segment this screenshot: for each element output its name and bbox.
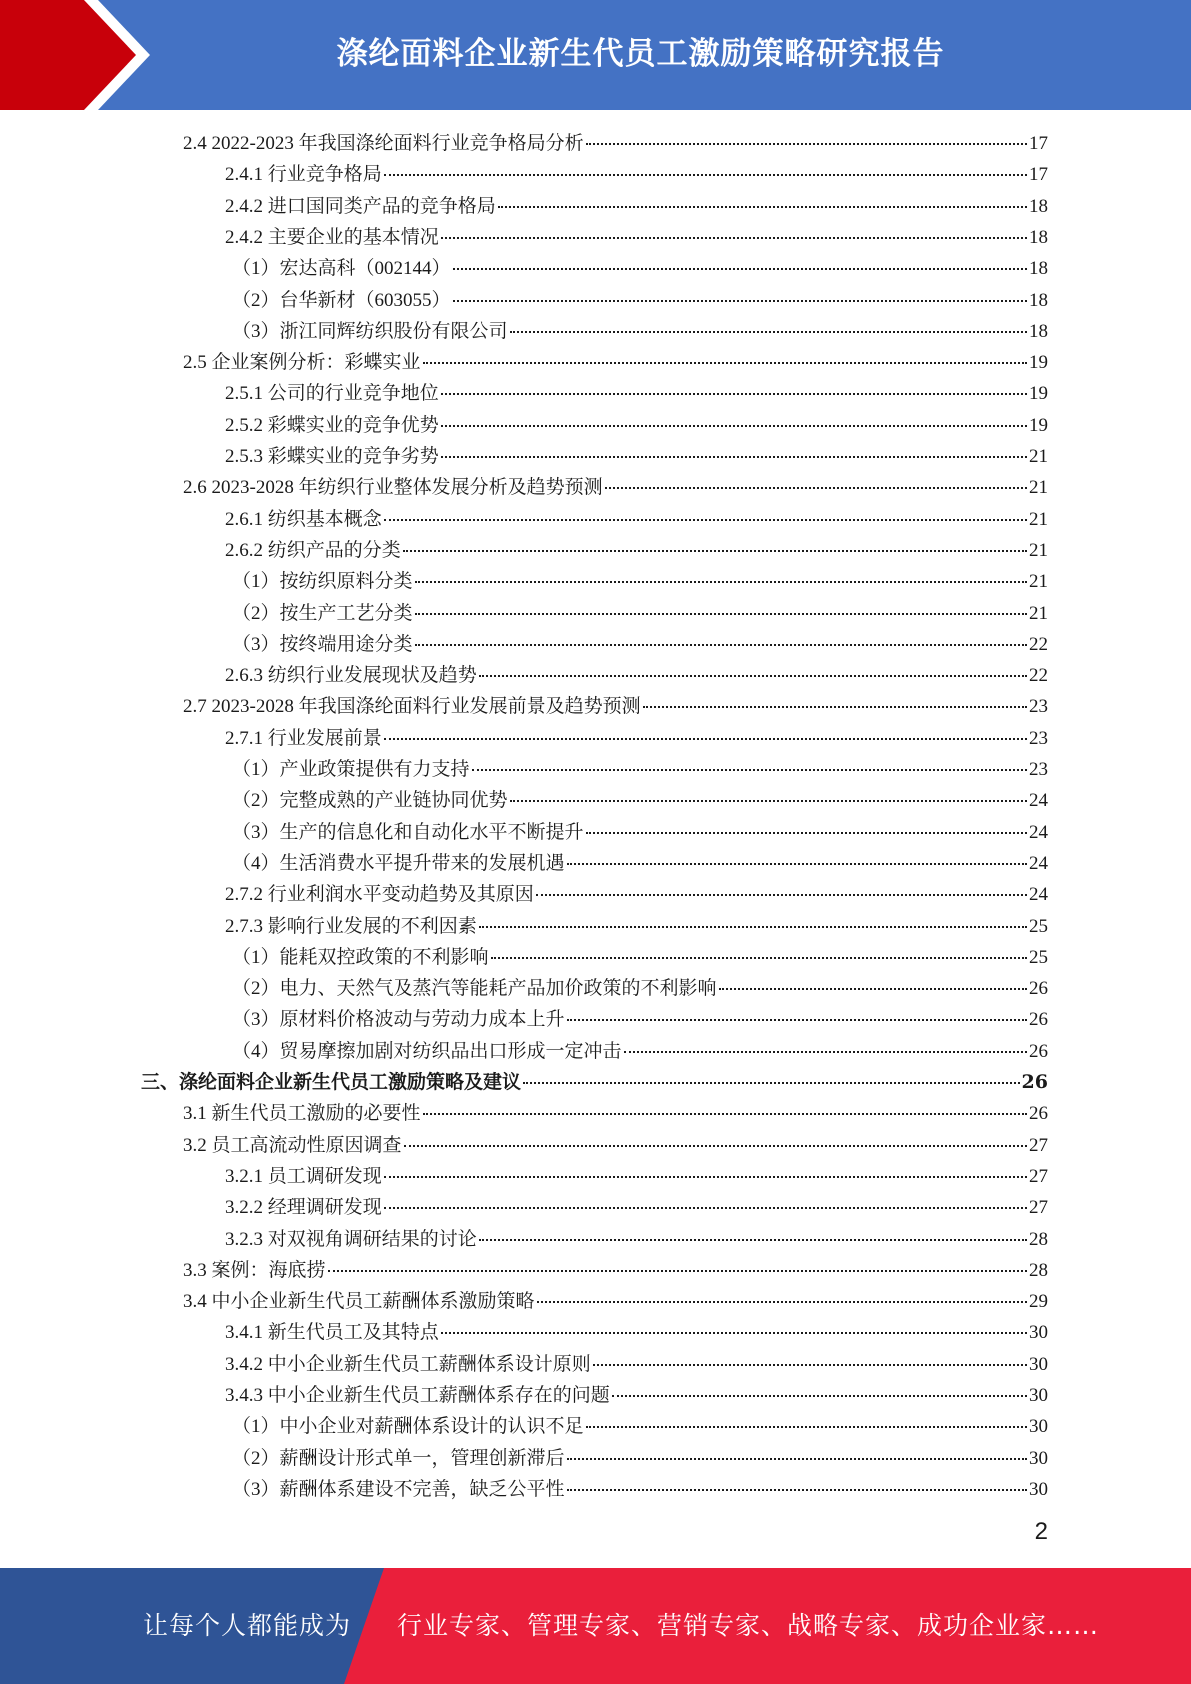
header-arrow-red (0, 0, 136, 110)
toc-entry[interactable] (225, 1224, 1048, 1255)
toc-entry[interactable] (225, 159, 1048, 190)
toc-dot-leader (384, 1176, 1027, 1178)
toc-entry[interactable] (183, 1098, 1048, 1129)
toc-entry-page: 18 (1029, 227, 1048, 248)
toc-dot-leader (567, 1489, 1027, 1491)
toc-entry[interactable] (225, 222, 1048, 253)
toc-entry[interactable] (183, 128, 1048, 159)
toc-entry[interactable] (232, 1036, 1048, 1067)
toc-entry[interactable] (183, 1130, 1048, 1161)
toc-entry[interactable] (232, 785, 1048, 816)
toc-dot-leader (441, 425, 1027, 427)
toc-dot-leader (415, 644, 1027, 646)
toc-entry[interactable] (232, 973, 1048, 1004)
toc-dot-leader (491, 957, 1027, 959)
toc-entry[interactable] (183, 691, 1048, 722)
header-arrow-decoration (0, 0, 160, 110)
toc-entry-page: 26 (1021, 1071, 1048, 1093)
toc-entry-title: 2.4.1 行业竞争格局 (225, 164, 382, 185)
toc-entry[interactable] (232, 253, 1048, 284)
toc-entry[interactable] (225, 378, 1048, 409)
toc-entry-page: 26 (1029, 978, 1048, 999)
toc-entry-page: 18 (1029, 321, 1048, 342)
footer-slogan: 让每个人都能成为 (143, 1611, 352, 1640)
toc-dot-leader (479, 675, 1027, 677)
toc-dot-leader (384, 1207, 1027, 1209)
toc-entry-title: （3）按终端用途分类 (232, 634, 413, 655)
toc-entry[interactable] (225, 535, 1048, 566)
toc-entry-title: 3.4.1 新生代员工及其特点 (225, 1322, 439, 1343)
toc-entry-page: 30 (1029, 1416, 1048, 1437)
toc-entry-title: 3.3 案例：海底捞 (183, 1260, 326, 1281)
toc-entry[interactable] (225, 504, 1048, 535)
toc-entry[interactable] (232, 566, 1048, 597)
toc-entry-title: 2.6.3 纺织行业发展现状及趋势 (225, 665, 477, 686)
toc-entry-title: 2.4.2 进口国同类产品的竞争格局 (225, 196, 496, 217)
toc-dot-leader (498, 206, 1027, 208)
toc-dot-leader (415, 581, 1027, 583)
toc-entry-page: 30 (1029, 1354, 1048, 1375)
toc-entry-title: 2.5 企业案例分析：彩蝶实业 (183, 352, 421, 373)
toc-entry-page: 23 (1029, 759, 1048, 780)
toc-dot-leader (537, 1301, 1027, 1303)
toc-entry-title: 3.4.3 中小企业新生代员工薪酬体系存在的问题 (225, 1385, 610, 1406)
toc-entry[interactable] (232, 754, 1048, 785)
toc-dot-leader (423, 1113, 1027, 1115)
toc-dot-leader (593, 1364, 1027, 1366)
toc-dot-leader (567, 863, 1027, 865)
toc-entry-page: 25 (1029, 947, 1048, 968)
toc-dot-leader (643, 706, 1027, 708)
toc-entry-title: （2）完整成熟的产业链协同优势 (232, 790, 508, 811)
toc-dot-leader (567, 1019, 1027, 1021)
toc-entry-title: 2.6.2 纺织产品的分类 (225, 540, 401, 561)
toc-entry[interactable] (225, 1349, 1048, 1380)
toc-entry-page: 23 (1029, 696, 1048, 717)
toc-entry-page: 19 (1029, 383, 1048, 404)
toc-entry[interactable] (225, 410, 1048, 441)
toc-entry-page: 24 (1029, 790, 1048, 811)
toc-entry[interactable] (232, 1004, 1048, 1035)
page-number: 2 (1034, 1518, 1048, 1545)
toc-dot-leader (586, 832, 1027, 834)
toc-entry-page: 19 (1029, 415, 1048, 436)
toc-entry-title: （3）薪酬体系建设不完善，缺乏公平性 (232, 1479, 565, 1500)
toc-entry[interactable] (225, 879, 1048, 910)
toc-entry-title: 2.4 2022-2023 年我国涤纶面料行业竞争格局分析 (183, 133, 584, 154)
toc-entry[interactable] (225, 1317, 1048, 1348)
toc-entry-page: 26 (1029, 1103, 1048, 1124)
toc-entry-title: （4）贸易摩擦加剧对纺织品出口形成一定冲击 (232, 1041, 622, 1062)
toc-chapter-entry[interactable] (141, 1067, 1048, 1098)
toc-entry-title: （2）台华新材（603055） (232, 290, 451, 311)
toc-entry[interactable] (225, 1161, 1048, 1192)
toc-entry-page: 29 (1029, 1291, 1048, 1312)
page-header (0, 0, 1191, 110)
toc-entry-page: 18 (1029, 196, 1048, 217)
toc-dot-leader (624, 1051, 1027, 1053)
toc-entry-title: 3.1 新生代员工激励的必要性 (183, 1103, 421, 1124)
toc-dot-leader (479, 1239, 1027, 1241)
toc-dot-leader (453, 300, 1027, 302)
toc-entry-title: （3）原材料价格波动与劳动力成本上升 (232, 1009, 565, 1030)
toc-entry-page: 26 (1029, 1009, 1048, 1030)
toc-entry-page: 27 (1029, 1135, 1048, 1156)
toc-entry-title: 2.7 2023-2028 年我国涤纶面料行业发展前景及趋势预测 (183, 696, 641, 717)
toc-entry-title: 2.7.1 行业发展前景 (225, 728, 382, 749)
toc-dot-leader (536, 894, 1027, 896)
toc-dot-leader (472, 769, 1027, 771)
toc-dot-leader (719, 988, 1027, 990)
toc-entry-page: 21 (1029, 540, 1048, 561)
toc-entry-page: 30 (1029, 1479, 1048, 1500)
toc-entry[interactable] (225, 1380, 1048, 1411)
toc-entry-page: 21 (1029, 446, 1048, 467)
toc-entry-page: 22 (1029, 665, 1048, 686)
toc-dot-leader (612, 1395, 1027, 1397)
toc-entry-title: （4）生活消费水平提升带来的发展机遇 (232, 853, 565, 874)
toc-entry[interactable] (232, 848, 1048, 879)
toc-entry-title: 2.5.1 公司的行业竞争地位 (225, 383, 439, 404)
toc-entry-title: （2）按生产工艺分类 (232, 603, 413, 624)
toc-entry-title: （1）按纺织原料分类 (232, 571, 413, 592)
toc-dot-leader (384, 738, 1027, 740)
toc-entry-title: 2.5.2 彩蝶实业的竞争优势 (225, 415, 439, 436)
toc-entry-title: 3.2.3 对双视角调研结果的讨论 (225, 1229, 477, 1250)
toc-dot-leader (328, 1270, 1027, 1272)
toc-entry[interactable] (225, 723, 1048, 754)
toc-entry-page: 18 (1029, 258, 1048, 279)
toc-dot-leader (423, 362, 1027, 364)
toc-entry-title: 2.6.1 纺织基本概念 (225, 509, 382, 530)
toc-entry[interactable] (225, 660, 1048, 691)
toc-entry-page: 28 (1029, 1229, 1048, 1250)
page-footer (0, 1568, 1191, 1684)
toc-dot-leader (384, 174, 1027, 176)
toc-entry[interactable] (183, 1286, 1048, 1317)
toc-entry-page: 21 (1029, 571, 1048, 592)
toc-entry[interactable] (232, 1411, 1048, 1442)
toc-entry-page: 30 (1029, 1448, 1048, 1469)
toc-dot-leader (384, 519, 1027, 521)
toc-dot-leader (479, 926, 1027, 928)
toc-dot-leader (510, 331, 1027, 333)
toc-entry-page: 24 (1029, 822, 1048, 843)
toc-entry-title: （1）宏达高科（002144） (232, 258, 451, 279)
toc-entry-title: 2.7.3 影响行业发展的不利因素 (225, 916, 477, 937)
toc-entry-title: 3.2 员工高流动性原因调查 (183, 1135, 402, 1156)
toc-entry-page: 17 (1029, 133, 1048, 154)
toc-entry-title: （2）电力、天然气及蒸汽等能耗产品加价政策的不利影响 (232, 978, 717, 999)
toc-dot-leader (523, 1082, 1020, 1084)
toc-entry[interactable] (232, 316, 1048, 347)
toc-entry-title: （1）产业政策提供有力支持 (232, 759, 470, 780)
toc-entry-page: 26 (1029, 1041, 1048, 1062)
footer-roles: 行业专家、管理专家、营销专家、战略专家、成功企业家…… (397, 1611, 1100, 1640)
toc-entry[interactable] (232, 1443, 1048, 1474)
toc-entry-title: 3.4 中小企业新生代员工薪酬体系激励策略 (183, 1291, 535, 1312)
toc-entry-title: （2）薪酬设计形式单一，管理创新滞后 (232, 1448, 565, 1469)
toc-entry-title: 2.5.3 彩蝶实业的竞争劣势 (225, 446, 439, 467)
toc-entry[interactable] (183, 472, 1048, 503)
report-title: 涤纶面料企业新生代员工激励策略研究报告 (336, 35, 945, 72)
toc-entry-title: 2.4.2 主要企业的基本情况 (225, 227, 439, 248)
toc-entry-page: 27 (1029, 1166, 1048, 1187)
toc-entry[interactable] (225, 1192, 1048, 1223)
toc-entry-page: 17 (1029, 164, 1048, 185)
toc-entry-page: 18 (1029, 290, 1048, 311)
toc-entry-title: 2.7.2 行业利润水平变动趋势及其原因 (225, 884, 534, 905)
toc-dot-leader (586, 143, 1027, 145)
toc-entry-title: 3.2.2 经理调研发现 (225, 1197, 382, 1218)
toc-entry-title: （3）生产的信息化和自动化水平不断提升 (232, 822, 584, 843)
toc-entry-title: 3.2.1 员工调研发现 (225, 1166, 382, 1187)
toc-entry-title: （1）中小企业对薪酬体系设计的认识不足 (232, 1416, 584, 1437)
toc-entry-page: 25 (1029, 916, 1048, 937)
toc-entry-page: 22 (1029, 634, 1048, 655)
toc-dot-leader (441, 1332, 1027, 1334)
toc-entry-title: 2.6 2023-2028 年纺织行业整体发展分析及趋势预测 (183, 477, 603, 498)
toc-entry[interactable] (232, 598, 1048, 629)
toc-dot-leader (441, 393, 1027, 395)
toc-entry-page: 21 (1029, 509, 1048, 530)
toc-entry-page: 28 (1029, 1260, 1048, 1281)
toc-dot-leader (567, 1458, 1027, 1460)
toc-entry[interactable] (232, 942, 1048, 973)
toc-dot-leader (441, 456, 1027, 458)
toc-entry[interactable] (183, 1255, 1048, 1286)
toc-entry[interactable] (225, 911, 1048, 942)
toc-entry[interactable] (232, 1474, 1048, 1505)
toc-entry-title: 3.4.2 中小企业新生代员工薪酬体系设计原则 (225, 1354, 591, 1375)
toc-dot-leader (586, 1426, 1027, 1428)
toc-entry-page: 21 (1029, 477, 1048, 498)
toc-dot-leader (605, 487, 1027, 489)
toc-entry-page: 23 (1029, 728, 1048, 749)
toc-entry-title: 三、涤纶面料企业新生代员工激励策略及建议 (141, 1071, 522, 1093)
toc-entry-page: 24 (1029, 853, 1048, 874)
toc-entry[interactable] (232, 629, 1048, 660)
toc-dot-leader (510, 800, 1027, 802)
toc-entry-page: 19 (1029, 352, 1048, 373)
toc-entry[interactable] (232, 817, 1048, 848)
toc-entry[interactable] (225, 441, 1048, 472)
toc-entry[interactable] (183, 347, 1048, 378)
toc-dot-leader (415, 613, 1027, 615)
toc-entry[interactable] (232, 285, 1048, 316)
toc-dot-leader (441, 237, 1027, 239)
toc-entry-page: 21 (1029, 603, 1048, 624)
toc-entry-title: （1）能耗双控政策的不利影响 (232, 947, 489, 968)
toc-dot-leader (453, 268, 1027, 270)
toc-entry-page: 30 (1029, 1385, 1048, 1406)
toc-entry[interactable] (225, 191, 1048, 222)
toc-entry-title: （3）浙江同辉纺织股份有限公司 (232, 321, 508, 342)
toc-entry-page: 30 (1029, 1322, 1048, 1343)
toc-dot-leader (403, 550, 1027, 552)
toc-dot-leader (404, 1145, 1027, 1147)
toc-entry-page: 27 (1029, 1197, 1048, 1218)
toc-entry-page: 24 (1029, 884, 1048, 905)
